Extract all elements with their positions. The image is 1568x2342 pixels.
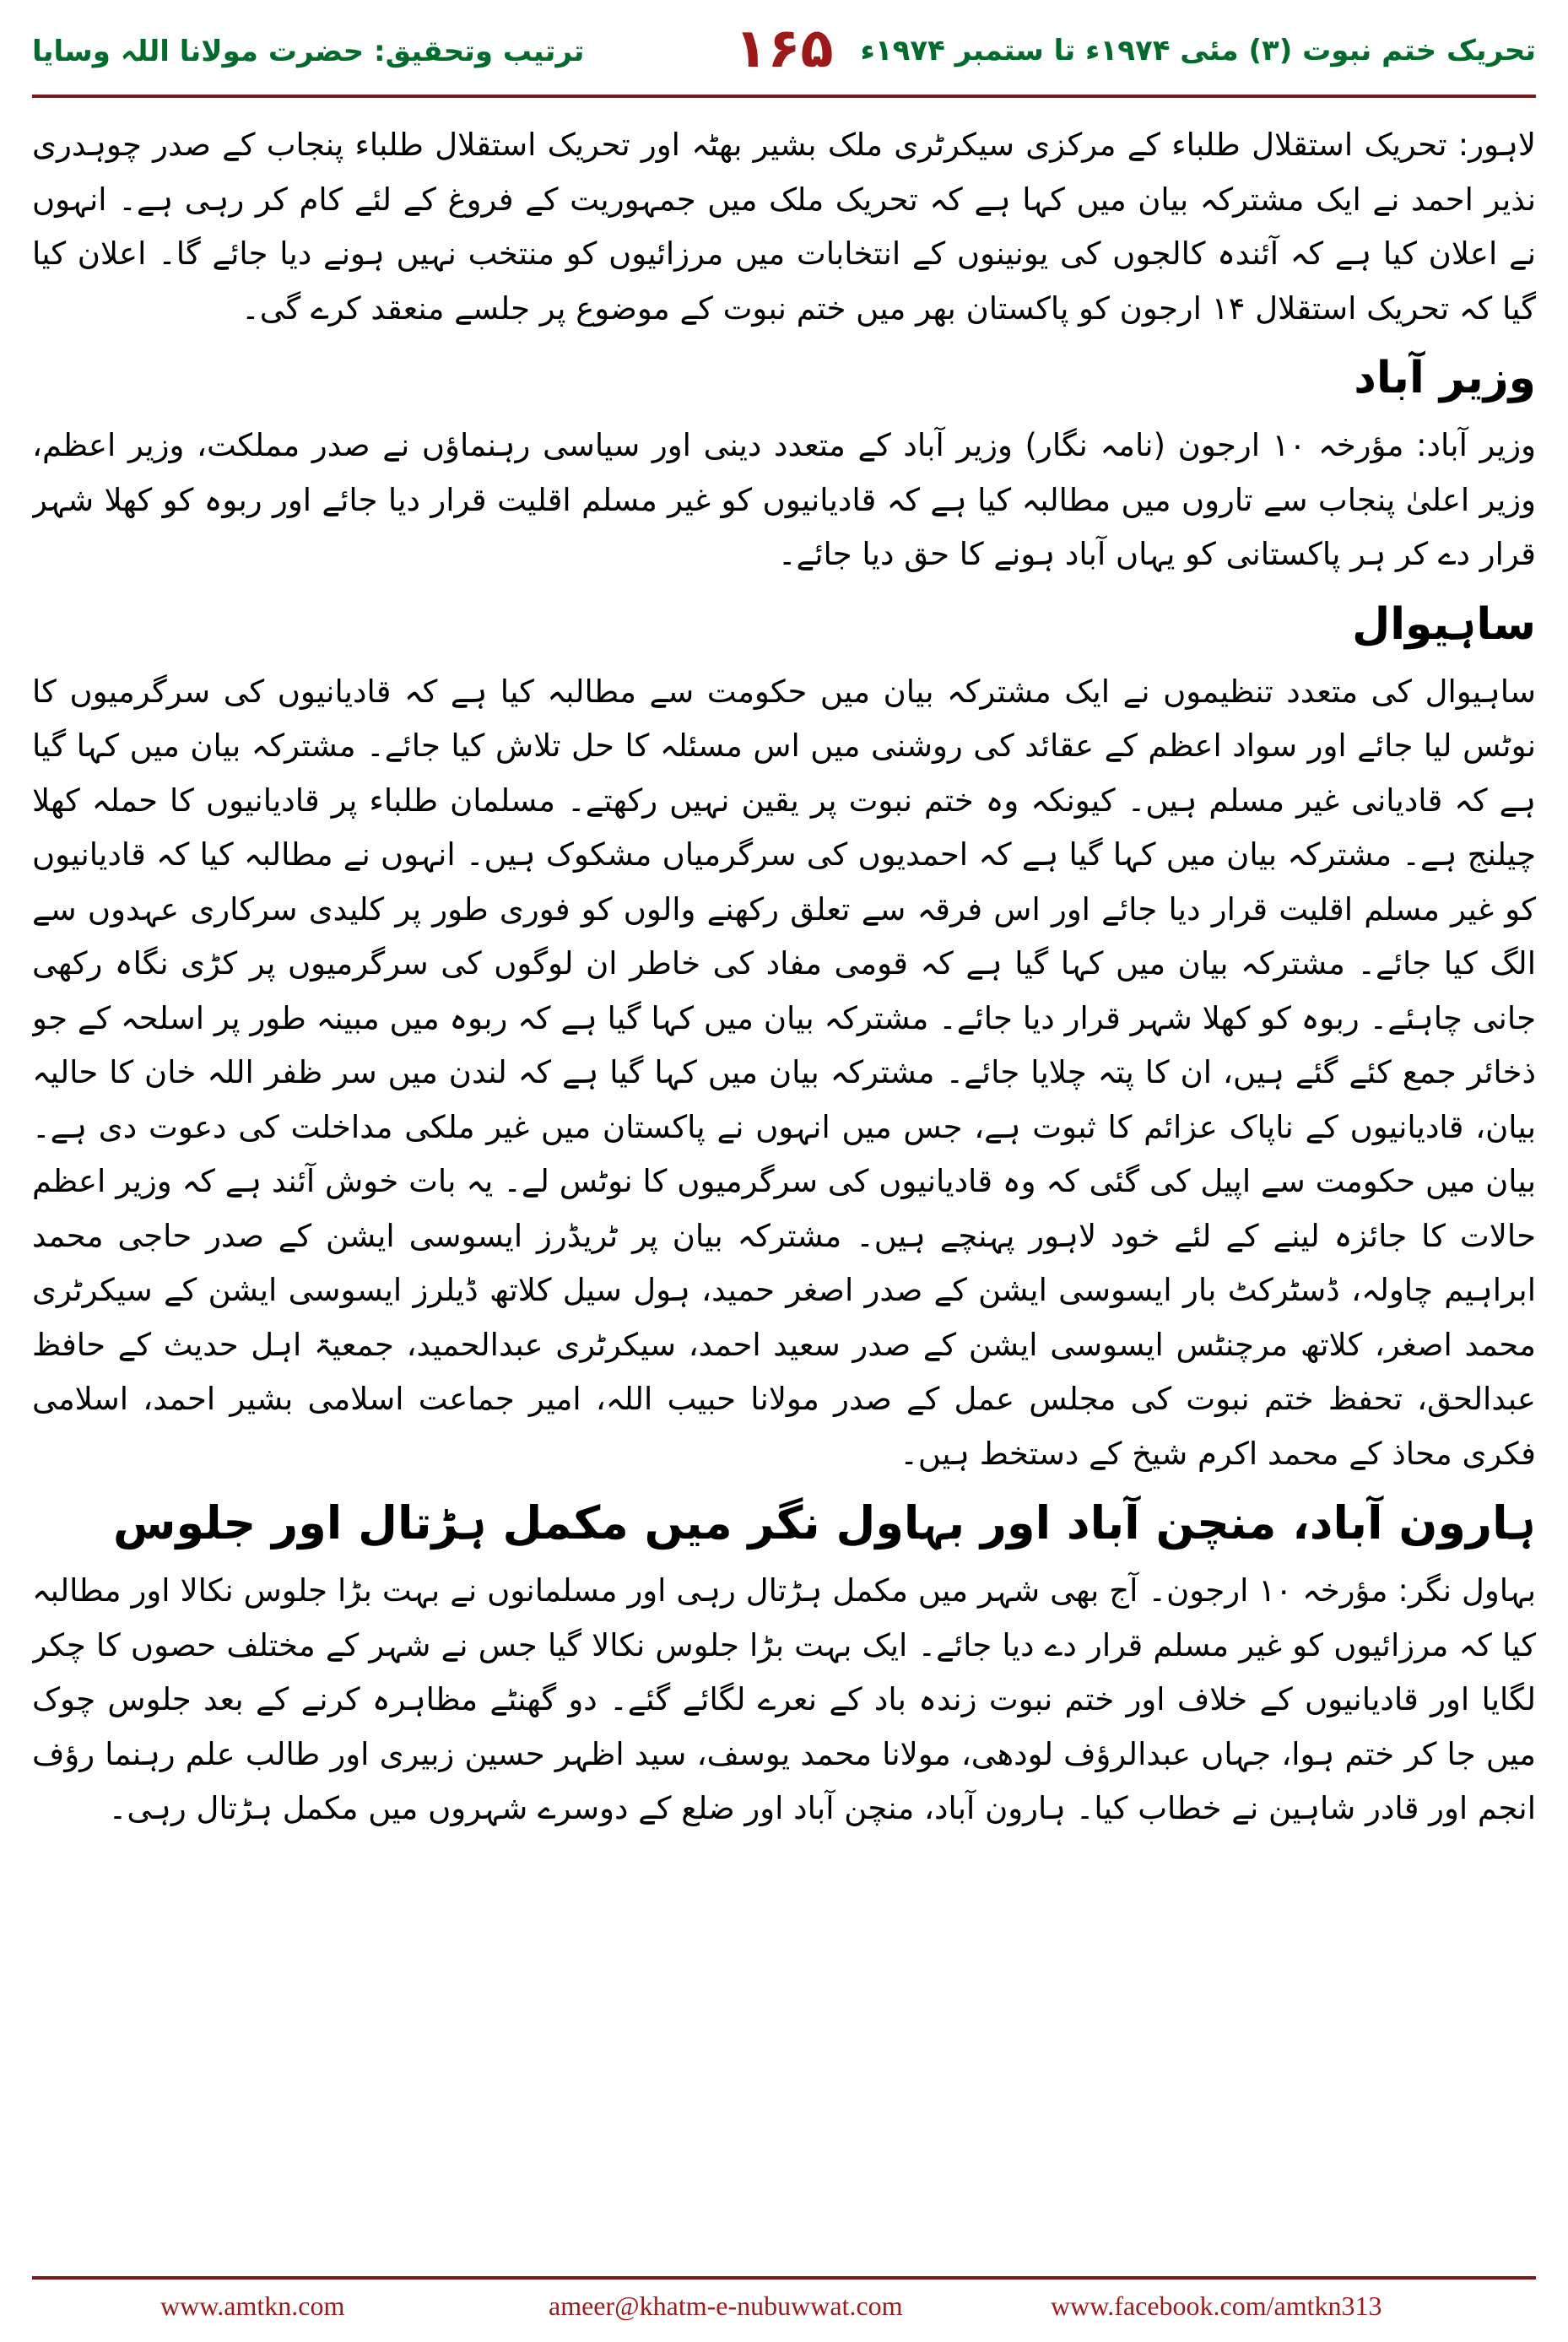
paragraph-sahiwal: ساہیوال کی متعدد تنظیموں نے ایک مشترکہ بیان میں حکومت سے مطالبہ کیا ہے کہ قادیانیوں کی سرگرمیوں کا نوٹس لیا جائے اور سواد اعظم کے عقائد کی روشنی میں اس مسئلہ کا حل تلاش کیا جائے۔ مشترکہ بیان میں کہا گیا ہے کہ قادیانی غیر مسلم ہیں۔ کیونکہ وہ ختم نبوت پر یقین نہیں رکھتے۔ مسلمان طلباء پر قادیانیوں کا حملہ کھلا چیلنج ہے۔ مشترکہ بیان میں کہا گیا ہے کہ احمدیوں کی سرگرمیاں مشکوک ہیں۔ انہوں نے مطالبہ کیا کہ قادیانیوں کو غیر مسلم اقلیت قرار دیا جائے اور اس فرقہ سے تعلق رکھنے والوں کو فوری طور پر کلیدی سرکاری عہدوں سے الگ کیا جائے۔ مشترکہ بیان میں کہا گیا ہے کہ قومی مفاد کی خاطر ان لوگوں کی سرگرمیوں پر کڑی نگاہ رکھی جانی چاہئے۔ ربوہ کو کھلا شہر قرار دیا جائے۔ مشترکہ بیان میں کہا گیا ہے کہ ربوہ میں مبینہ طور پر اسلحہ کے جو ذخائر جمع کئے گئے ہیں، ان کا پتہ چلایا جائے۔ مشترکہ بیان میں کہا گیا ہے کہ لندن میں سر ظفر اللہ خان کا حالیہ بیان، قادیانیوں کے ناپاک عزائم کا ثبوت ہے، جس میں انہوں نے پاکستان میں غیر ملکی مداخلت کی دعوت دی ہے۔ بیان میں حکومت سے اپیل کی گئی کہ وہ قادیانیوں کی سرگرمیوں کا نوٹس لے۔ یہ بات خوش آئند ہے کہ وزیر اعظم حالات کا جائزہ لینے کے لئے خود لاہور پہنچے ہیں۔ مشترکہ بیان پر ٹریڈرز ایسوسی ایشن کے صدر حاجی محمد ابراہیم چاولہ، ڈسٹرکٹ بار ایسوسی ایشن کے صدر اصغر حمید، ہول سیل کلاتھ ڈیلرز ایسوسی ایشن کے سیکرٹری محمد اصغر، کلاتھ مرچنٹس ایسوسی ایشن کے صدر سعید احمد، سیکرٹری عبدالحمید، جمعیۃ اہل حدیث کے حافظ عبدالحق، تحفظ ختم نبوت کی مجلس عمل کے صدر مولانا حبیب اللہ، امیر جماعت اسلامی بشیر احمد، اسلامی فکری محاذ کے محمد اکرم شیخ کے دستخط ہیں۔ (32, 673, 1536, 1472)
page-number: ۱۶۵ (734, 18, 834, 80)
book-title: تحریک ختم نبوت (۳) مئی ۱۹۷۴ء تا ستمبر ۱۹۷۴ء (860, 34, 1536, 68)
website-link[interactable]: www.amtkn.com (160, 2291, 345, 2321)
page-header (0, 0, 1568, 101)
heading-wazirabad: وزیر آباد (1354, 353, 1536, 403)
compiler-credit: ترتیب وتحقیق: حضرت مولانا اللہ وسایا (32, 35, 585, 68)
page-footer (0, 2279, 1568, 2342)
page-body (32, 118, 1536, 2245)
heading-haroonabad: ہارون آباد، منچن آباد اور بہاول نگر میں مکمل ہڑتال اور جلوس (113, 1496, 1536, 1550)
facebook-link[interactable]: www.facebook.com/amtkn313 (1051, 2291, 1382, 2321)
paragraph-lahore: لاہور: تحریک استقلال طلباء کے مرکزی سیکرٹری ملک بشیر بھٹہ اور تحریک استقلال طلباء پنجاب کے صدر چوہدری نذیر احمد نے ایک مشترکہ بیان میں کہا ہے کہ تحریک ملک میں جمہوریت کے فروغ کے لئے کام کر رہی ہے۔ انہوں نے اعلان کیا ہے کہ آئندہ کالجوں کی یونینوں کے انتخابات میں مرزائیوں کو منتخب نہیں ہونے دیا جائے گا۔ اعلان کیا گیا کہ تحریک استقلال ۱۴ ارجون کو پاکستان بھر میں ختم نبوت کے موضوع پر جلسے منعقد کرے گی۔ (32, 127, 1536, 327)
heading-sahiwal: ساہیوال (1352, 598, 1536, 650)
email-link[interactable]: ameer@khatm-e-nubuwwat.com (549, 2291, 903, 2321)
paragraph-wazirabad: وزیر آباد: مؤرخہ ۱۰ ارجون (نامہ نگار) وزیر آباد کے متعدد دینی اور سیاسی رہنماؤں نے صدر مملکت، وزیر اعظم، وزیر اعلیٰ پنجاب سے تاروں میں مطالبہ کیا ہے کہ قادیانیوں کو غیر مسلم اقلیت قرار دیا جائے اور ربوہ کو کھلا شہر قرار دے کر ہر پاکستانی کو یہاں آباد ہونے کا حق دیا جائے۔ (32, 427, 1536, 572)
paragraph-bahawalnagar: بہاول نگر: مؤرخہ ۱۰ ارجون۔ آج بھی شہر میں مکمل ہڑتال رہی اور مسلمانوں نے بہت بڑا جلوس نکالا اور مطالبہ کیا کہ مرزائیوں کو غیر مسلم قرار دے دیا جائے۔ ایک بہت بڑا جلوس نکالا گیا جس نے شہر کے مختلف حصوں کا چکر لگایا اور قادیانیوں کے خلاف اور ختم نبوت زندہ باد کے نعرے لگائے گئے۔ دو گھنٹے مظاہرہ کرنے کے بعد جلوس چوک میں جا کر ختم ہوا، جہاں عبدالرؤف لودھی، مولانا محمد یوسف، سید اظہر حسین زبیری اور طالب علم رہنما رؤف انجم اور قادر شاہین نے خطاب کیا۔ ہارون آباد، منچن آباد اور ضلع کے دوسرے شہروں میں مکمل ہڑتال رہی۔ (32, 1572, 1536, 1826)
header-divider (32, 95, 1536, 98)
